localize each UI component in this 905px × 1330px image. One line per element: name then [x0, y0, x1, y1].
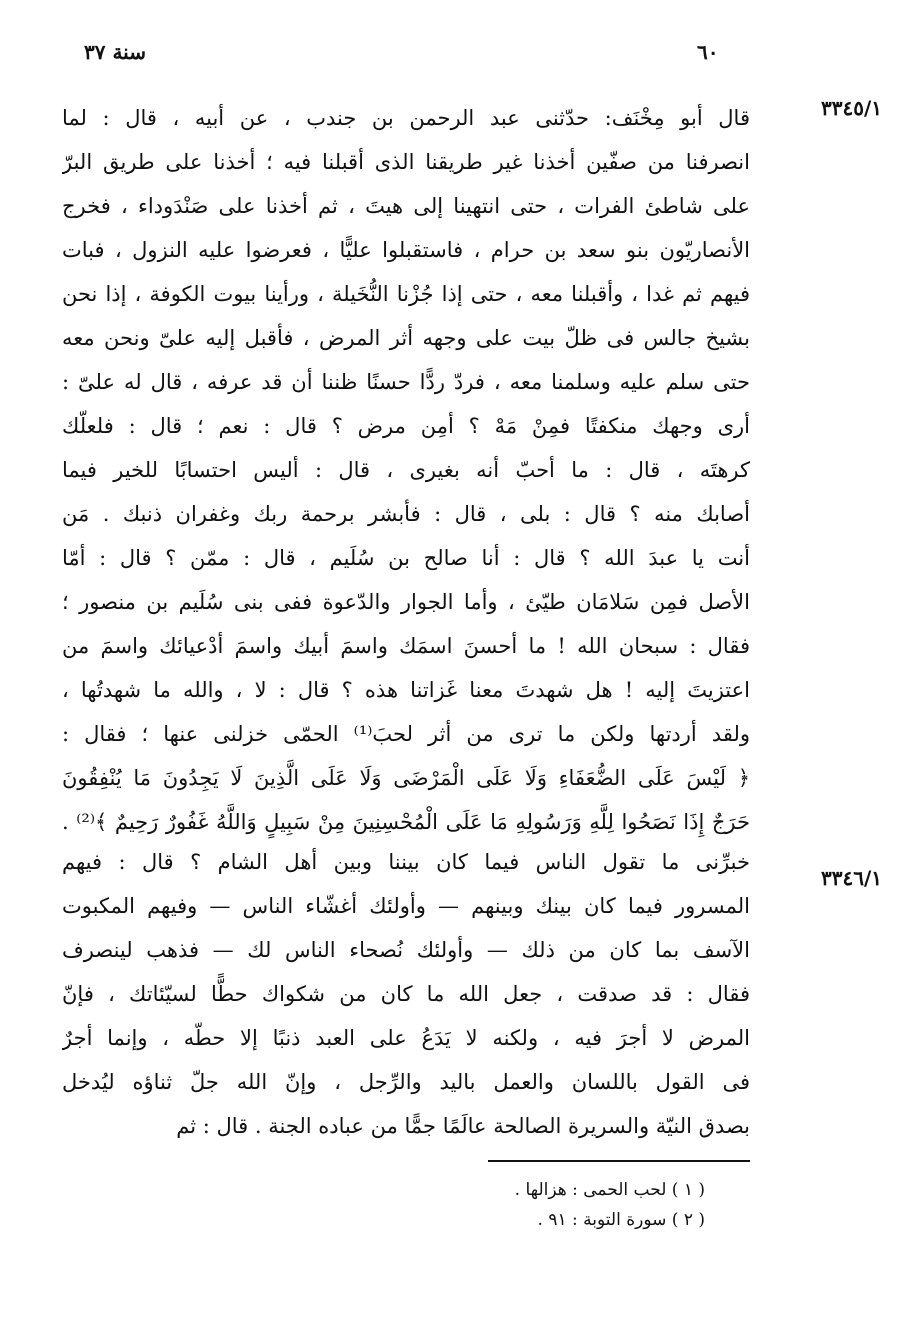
text-line: فقال : قد صدقت ، جعل الله ما كان من شكواك حطًّا لسيّئاتك ، فإنّ — [62, 982, 750, 1006]
running-header-year: سنة ٣٧ — [84, 40, 146, 64]
text-line: اعتزيتَ إليه ! هل شهدتَ معنا غَزاتنا هذه ؟ قال : لا ، والله ما شهدتُها ، — [62, 678, 750, 702]
text-line: كرهتَه ، قال : ما أحبّ أنه بغيرى ، قال : أليس احتسابًا للخير فيما — [62, 458, 750, 482]
text-line: فيهم ثم غدا ، وأقبلنا معه ، حتى إذا جُزْنا النُّخَيلة ، ورأينا بيوت الكوفة ، إذا نحن — [62, 282, 750, 306]
text-line: المسرور فيما كان بينك وبينهم — وأولئك أغشّاء الناس — وفيهم المكبوت — [62, 894, 750, 918]
text-line: فى القول باللسان والعمل باليد والرِّجل ، وإنّ الله جلّ ثناؤه ليُدخل — [62, 1070, 750, 1094]
paragraph-1 — [62, 96, 750, 844]
text-line: قال أبو مِخْنَف: حدّثنى عبد الرحمن بن جندب ، عن أبيه ، قال : لما — [62, 106, 750, 130]
page-number: ٦٠ — [697, 40, 719, 64]
text-line: بشيخ جالس فى ظلّ بيت على وجهه أثر المرض ، فأقبل إليه علىّ ونحن معه — [62, 326, 750, 350]
text-line: بصدق النيّة والسريرة الصالحة عالَمًا جمًّا من عباده الجنة . قال : ثم — [176, 1114, 750, 1138]
text-line: الأصل فمِن سَلامَان طيّئ ، وأما الجوار والدّعوة ففى بنى سُلَيم بن منصور ؛ — [62, 590, 750, 614]
paragraph-2 — [62, 840, 750, 1148]
text-line: أصابك منه ؟ قال : بلى ، قال : فأبشر برحمة ربك وغفران ذنبك . مَن — [62, 502, 750, 526]
text-line: الأنصاريّون بنو سعد بن حرام ، فاستقبلوا عليًّا ، فعرضوا عليه النزول ، فبات — [62, 238, 750, 262]
footnote-rule — [488, 1160, 750, 1162]
text-line: على شاطئ الفرات ، حتى انتهينا إلى هيتَ ، ثم أخذنا على صَنْدَوداء ، فخرج — [62, 194, 750, 218]
text-line: حَرَجٌ إِذَا نَصَحُوا لِلَّهِ وَرَسُولِهِ مَا عَلَى الْمُحْسِنِينَ مِنْ سَبِيلٍ وَاللَّهُ غَفُورٌ رَحِيمٌ ﴾⁽²⁾ . — [62, 810, 750, 834]
text-line: حتى سلم عليه وسلمنا معه ، فردّ ردًّا حسنًا ظننا أن قد عرفه ، قال له علىّ : — [62, 370, 750, 394]
text-line: فقال : سبحان الله ! ما أحسنَ اسمَك واسمَ أبيك واسمَ أدْعيائك واسمَ من — [62, 634, 750, 658]
text-line: ﴿ لَيْسَ عَلَى الضُّعَفَاءِ وَلَا عَلَى الْمَرْضَى وَلَا عَلَى الَّذِينَ لَا يَجِدُونَ مَا يُنْفِقُونَ — [62, 766, 750, 790]
text-line: ولقد أردتها ولكن ما ترى من أثر لحبَ⁽¹⁾ الحمّى خزلنى عنها ؛ فقال : — [62, 722, 750, 746]
text-line: خبرِّنى ما تقول الناس فيما كان بيننا وبين أهل الشام ؟ قال : فيهم — [62, 850, 750, 874]
text-line: المرض لا أجرَ فيه ، ولكنه لا يَدَعُ على العبد ذنبًا إلا حطّه ، وإنما أجرٌ — [62, 1026, 750, 1050]
text-line: انصرفنا من صفّين أخذنا غير طريقنا الذى أقبلنا فيه ؛ أخذنا على طريق البرّ — [62, 150, 750, 174]
margin-reference-2: ٣٣٤٦/١ — [820, 866, 882, 890]
text-line: أنت يا عبدَ الله ؟ قال : أنا صالح بن سُلَيم ، قال : ممّن ؟ قال : أمّا — [62, 546, 750, 570]
footnote-2: ( ٢ ) سورة التوبة : ٩١ . — [537, 1210, 705, 1230]
text-line: أرى وجهك منكفتًا فمِنْ مَهْ ؟ أمِن مرض ؟ قال : نعم ؛ قال : فلعلّك — [62, 414, 750, 438]
margin-reference-1: ٣٣٤٥/١ — [820, 96, 882, 120]
footnote-1: ( ١ ) لحب الحمى : هزالها . — [514, 1180, 705, 1200]
text-line: الآسف بما كان من ذلك — وأولئك نُصحاء الناس لك — فذهب لينصرف — [62, 938, 750, 962]
